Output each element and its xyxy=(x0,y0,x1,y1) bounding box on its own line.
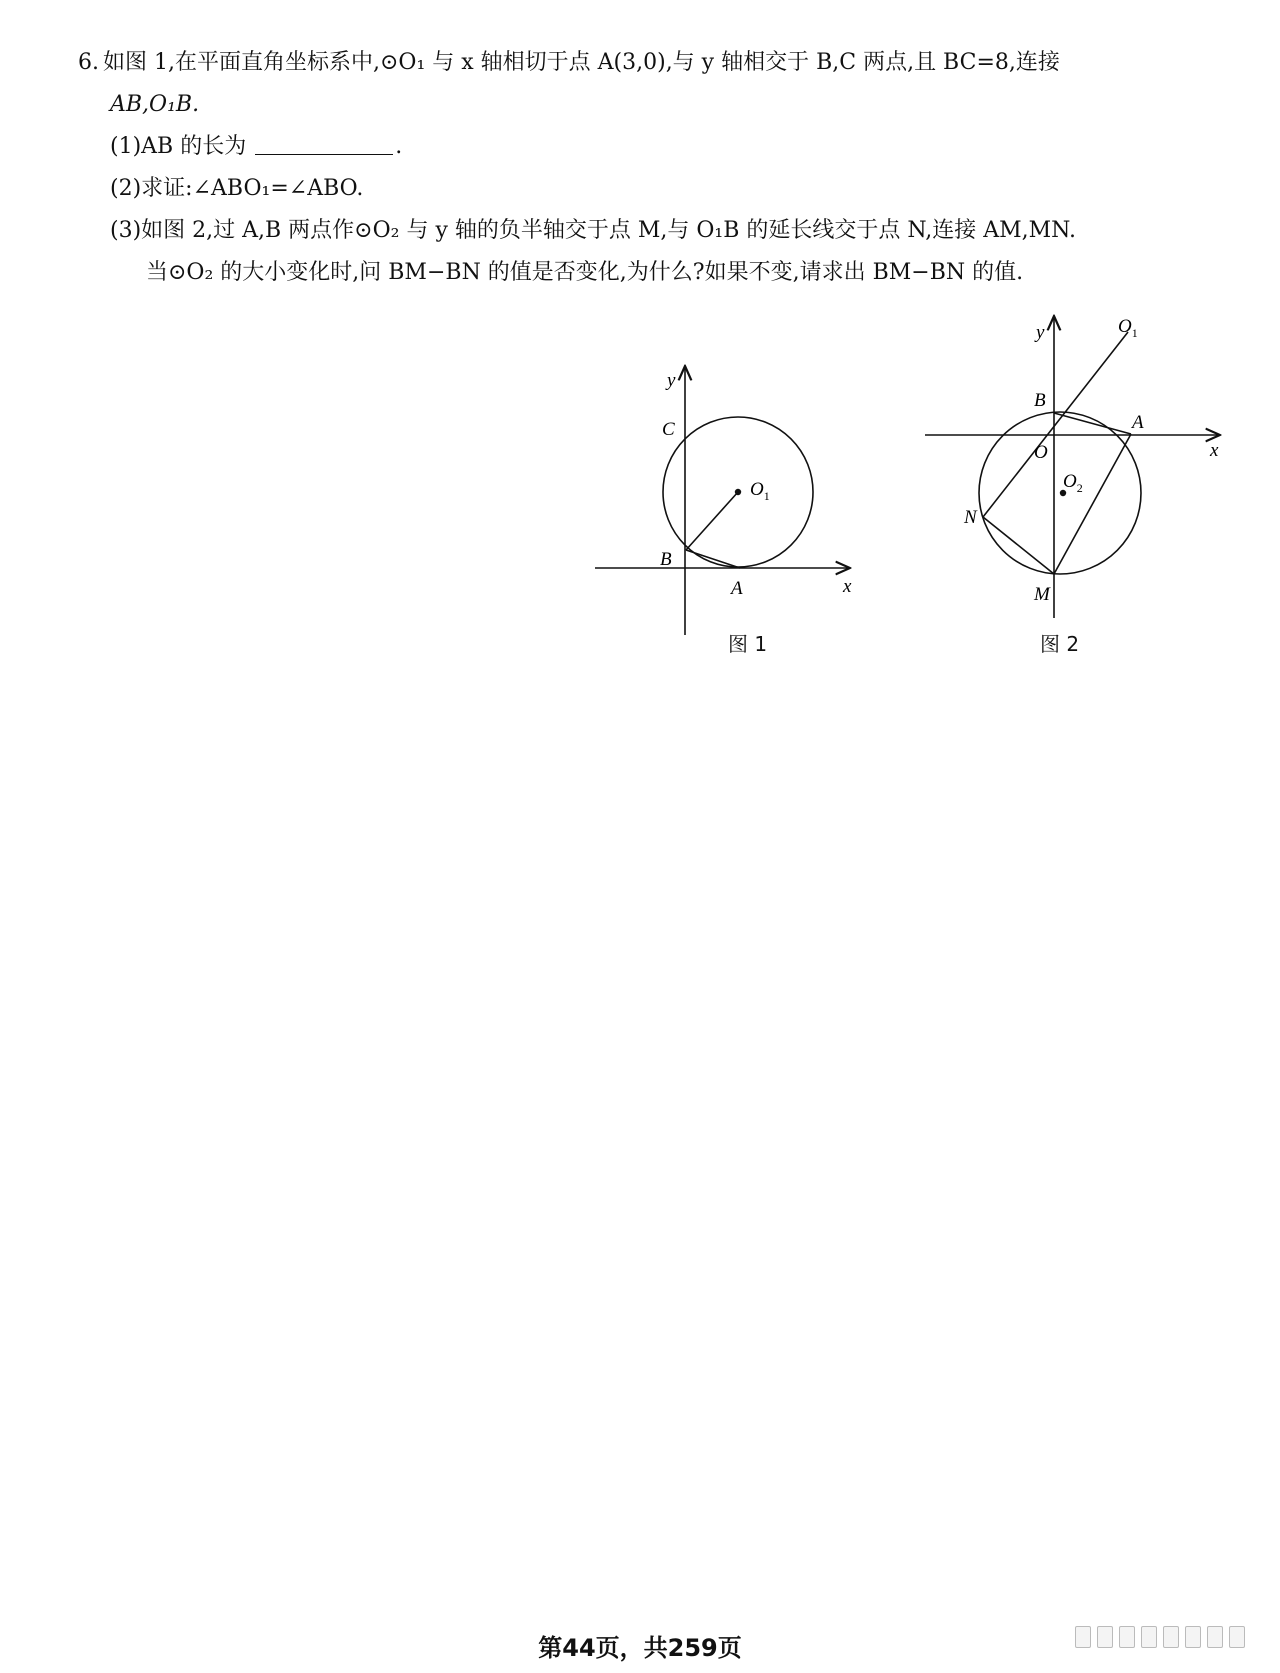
question-3-line1: (3)如图 2,过 A,B 两点作⊙O₂ 与 y 轴的负半轴交于点 M,与 O₁B 的延长线交于点 N,连接 AM,MN. xyxy=(110,218,1076,243)
fig1-label-b: B xyxy=(660,549,672,570)
problem-6 xyxy=(78,42,1238,294)
toolbar-icon[interactable] xyxy=(1119,1626,1135,1648)
toolbar-icon[interactable] xyxy=(1097,1626,1113,1648)
fig1-center-dot xyxy=(735,489,741,495)
fig1-label-c: C xyxy=(662,419,675,440)
fig2-label-b: B xyxy=(1034,390,1046,411)
toolbar-icon[interactable] xyxy=(1185,1626,1201,1648)
viewer-toolbar xyxy=(1075,1626,1245,1648)
problem-number: 6. xyxy=(78,50,99,75)
question-1-prefix: (1)AB 的长为 xyxy=(110,134,247,159)
fig2-label-y: y xyxy=(1036,322,1045,343)
figure-1 xyxy=(590,360,860,650)
fig2-label-o: O xyxy=(1034,442,1048,463)
figure-2-caption: 图 2 xyxy=(1040,632,1080,656)
question-1-suffix: . xyxy=(395,134,403,159)
toolbar-icon[interactable] xyxy=(1207,1626,1223,1648)
fig1-segment-ab xyxy=(686,550,740,568)
fig2-label-o2: $O_2$ xyxy=(1063,471,1083,495)
question-3-line2: 当⊙O₂ 的大小变化时,问 BM−BN 的值是否变化,为什么?如果不变,请求出 BM−BN 的值. xyxy=(146,260,1024,285)
problem-stem-line2: AB,O₁B. xyxy=(110,92,200,117)
figure-2 xyxy=(920,310,1240,630)
toolbar-icon[interactable] xyxy=(1163,1626,1179,1648)
fig2-line-n-o1 xyxy=(983,332,1128,517)
toolbar-icon[interactable] xyxy=(1075,1626,1091,1648)
page-footer: 第44页，共259页 xyxy=(538,1634,742,1662)
fig2-segment-am xyxy=(1054,434,1131,574)
problem-stem-text: 如图 1,在平面直角坐标系中,⊙O₁ 与 x 轴相切于点 A(3,0),与 y 轴相交于 B,C 两点,且 BC=8,连接 xyxy=(103,50,1060,75)
fig1-label-y: y xyxy=(667,370,676,391)
fig1-label-x: x xyxy=(843,576,852,597)
fig2-label-o1: $O_1$ xyxy=(1118,316,1138,340)
fig2-label-x: x xyxy=(1210,440,1219,461)
answer-blank xyxy=(255,132,393,155)
question-1 xyxy=(78,126,1238,168)
fig2-segment-ba xyxy=(1054,413,1131,434)
fig2-segment-mn xyxy=(983,517,1054,574)
fig2-label-m: M xyxy=(1034,584,1050,605)
problem-stem-line1 xyxy=(78,42,1238,84)
toolbar-icon[interactable] xyxy=(1141,1626,1157,1648)
fig1-label-a: A xyxy=(731,578,743,599)
fig2-label-n: N xyxy=(964,507,977,528)
fig1-segment-o1b xyxy=(686,492,738,550)
fig1-label-o1: $O_1$ xyxy=(750,479,770,503)
fig2-label-a: A xyxy=(1132,412,1144,433)
question-2: (2)求证:∠ABO₁=∠ABO. xyxy=(110,176,364,201)
figure-2-diagram xyxy=(920,310,1240,630)
toolbar-icon[interactable] xyxy=(1229,1626,1245,1648)
figure-1-diagram xyxy=(590,360,860,650)
figure-1-caption: 图 1 xyxy=(728,632,768,656)
